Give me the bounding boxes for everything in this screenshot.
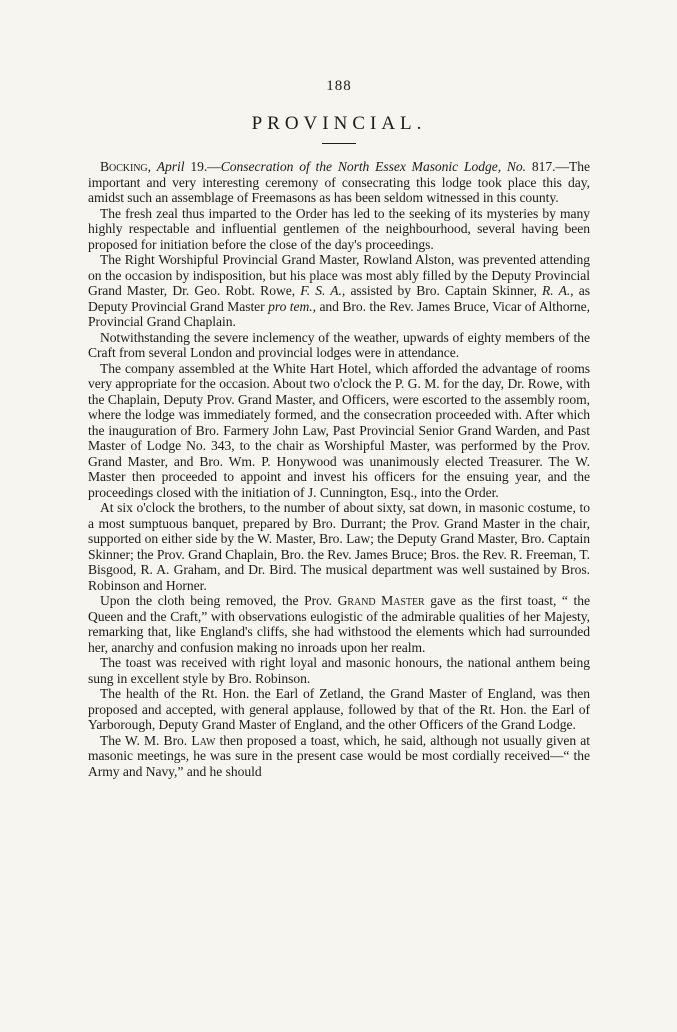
paragraph-7-text-b: gave as the first toast, “ the Queen and the Craft,” with observations eulogistic of the admirable qualities of her Majesty, remarking that, like England's cliffs, she had withstood the elements which had surrounded her, anarchy and confusion making no inroads upon her realm. [88, 593, 590, 655]
paragraph-3-italic-a: F. S. A., [300, 283, 346, 298]
paragraph-1-body: 817.—The important and very interesting ceremony of consecrating this lodge took place this day, amidst such an assemblage of Freemasons as has been seldom witnessed in this county. [88, 159, 590, 205]
paragraph-3-text-c: as Deputy Provincial Grand Master [88, 283, 590, 314]
dateline: April [156, 159, 185, 174]
page-number: 188 [326, 78, 352, 94]
paragraph-3-text-b: assisted by Bro. Captain Skinner, [350, 283, 537, 298]
paragraph-10-text-a: The W. M. Bro. [100, 732, 188, 748]
paragraph-3-text-a: The Right Worshipful Provincial Grand Master, Rowland Alston, was prevented attending on the occasion by indisposition, but his place was most ably filled by the Deputy Provincial Grand Master, Dr. Geo. Robt. Rowe, [88, 252, 590, 298]
paragraph-3-italic-c: pro tem., [268, 298, 316, 314]
date-number: 19.— [190, 159, 221, 174]
paragraph-6: At six o'clock the brothers, to the number of about sixty, sat down, in masonic costume, to a most sumptuous banquet, prepared by Bro. Durrant; the Prov. Grand Master in the chair, supported on either side by the W. Master, Bro. Law; the Deputy Grand Master, Bro. Captain Skinner; the Prov. Grand Chaplain, Bro. the Rev. James Bruce; Bros. the Rev. R. Freeman, T. Bisgood, R. A. Graham, and Dr. Bird. The musical department was well sustained by Bros. Robinson and Horner. [88, 500, 590, 593]
paragraph-10-smallcaps: Law [191, 732, 216, 748]
paragraph-10 [88, 733, 590, 780]
paragraph-7 [88, 593, 590, 655]
document-page [88, 78, 590, 779]
place-name: Bocking, [100, 159, 151, 174]
section-title: PROVINCIAL. [251, 113, 427, 134]
paragraph-9: The health of the Rt. Hon. the Earl of Zetland, the Grand Master of England, was then proposed and accepted, with general applause, followed by that of the Rt. Hon. the Earl of Yarborough, Deputy Grand Master of England, and the other Officers of the Grand Lodge. [88, 686, 590, 732]
paragraph-5: The company assembled at the White Hart Hotel, which afforded the advantage of rooms very appropriate for the occasion. About two o'clock the P. G. M. for the day, Dr. Rowe, with the Chaplain, Deputy Prov. Grand Master, and Officers, were escorted to the assembly room, where the lodge was immediately formed, and the consecration proceeded with. After which the inauguration of Bro. Farmery John Law, Past Provincial Senior Grand Warden, and Past Master of Lodge No. 343, to the chair as Worshipful Master, was performed by the Prov. Grand Master, and Bro. Wm. P. Honywood was unanimously elected Treasurer. The W. Master then proceeded to appoint and invest his officers for the ensuing year, and the proceedings closed with the initiation of J. Cunnington, Esq., into the Order. [88, 360, 590, 500]
paragraph-8: The toast was received with right loyal and masonic honours, the national anthem being sung in excellent style by Bro. Robinson. [88, 655, 590, 686]
paragraph-3-italic-b: R. A., [542, 283, 574, 298]
paragraph-7-text-a: Upon the cloth being removed, the Prov. [100, 593, 333, 608]
paragraph-3-text-d: and Bro. the Rev. James Bruce, Vicar of Althorne, Provincial Grand Chaplain. [88, 298, 590, 329]
paragraph-10-text-b: then proposed a toast, which, he said, although not usually given at masonic meetings, he was sure in the present case would be most cordially received—“ the Army and Navy,” and he should [88, 732, 590, 779]
paragraph-4: Notwithstanding the severe inclemency of the weather, upwards of eighty members of the Craft from several London and provincial lodges were in attendance. [88, 329, 590, 360]
paragraph-3 [88, 252, 590, 330]
paragraph-2: The fresh zeal thus imparted to the Order has led to the seeking of its mysteries by many highly respectable and influential gentlemen of the neighbourhood, several having been proposed for initiation before the close of the day's proceedings. [88, 205, 590, 252]
paragraph-7-smallcaps: Grand Master [337, 593, 425, 608]
title-divider [322, 143, 356, 144]
article-heading: Consecration of the North Essex Masonic Lodge, [220, 159, 502, 174]
lodge-number-label: No. [506, 159, 527, 174]
paragraph-1 [88, 159, 590, 206]
